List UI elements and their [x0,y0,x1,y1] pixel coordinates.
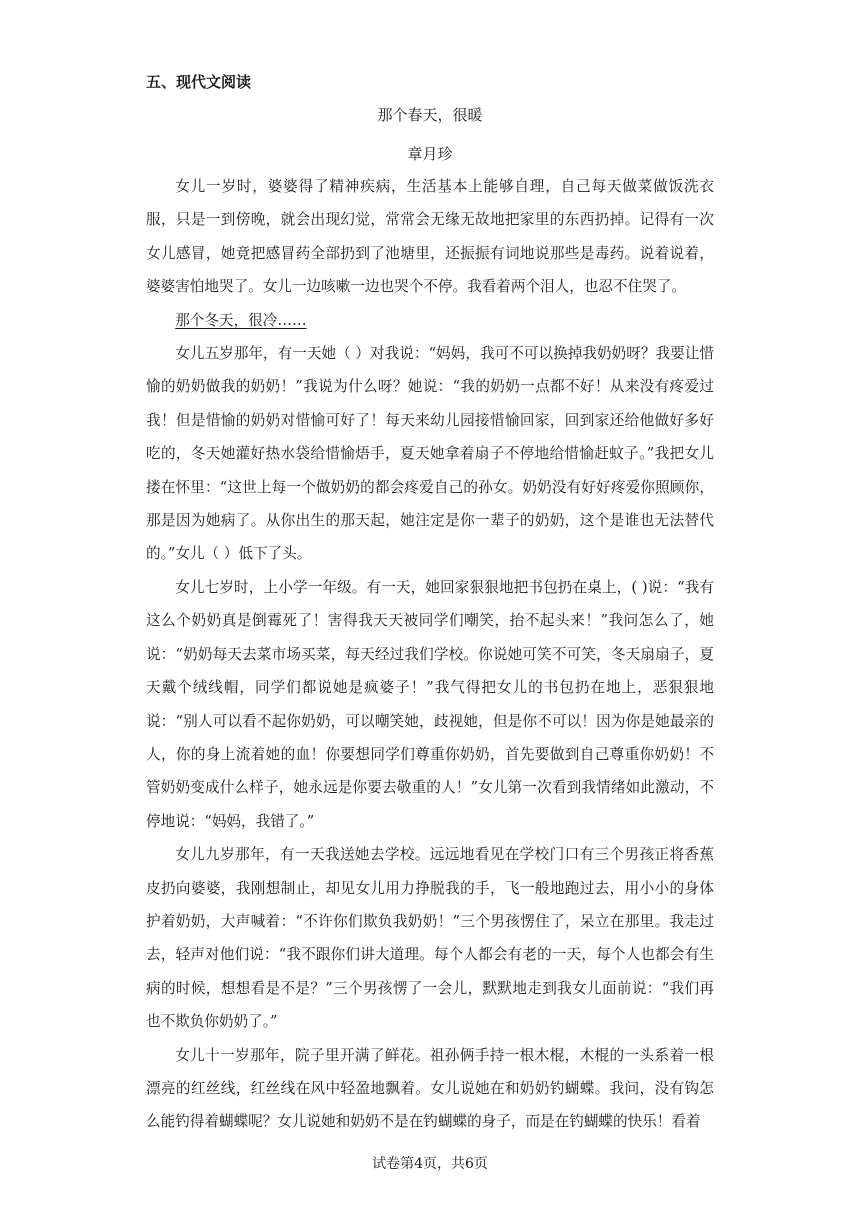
page-footer: 试卷第4页，共6页 [372,1156,488,1172]
article-title: 那个春天，很暖 [377,106,483,124]
paragraph: 女儿七岁时，上小学一年级。有一天，她回家狠狠地把书包扔在桌上，( )说：“我有这么个奶奶真是倒霉死了！害得我天天被同学们嘲笑，抬不起头来！”我问怎么了，她说：“奶奶每天去菜市场买菜，每天经过我们学校。你说她可笑不可笑，冬天扇扇子，夏天戴个绒线帽，同学们都说她是疯婆子！”我气得把女儿的书包扔在地上，恶狠狠地说：“别人可以看不起你奶奶，可以嘲笑她，歧视她，但是你不可以！因为你是她最亲的人，你的身上流着她的血！你要想同学们尊重你奶奶，首先要做到自己尊重你奶奶！不管奶奶变成什么样子，她永远是你要去敬重的人！”女儿第一次看到我情绪如此激动，不停地说：“妈妈，我错了。” [146,578,714,830]
paragraph-underlined [146,304,714,337]
paragraph: 女儿五岁那年，有一天她（ ）对我说：“妈妈，我可不可以换掉我奶奶呀？我要让惜愉的奶奶做我的奶奶！”我说为什么呀？她说：“我的奶奶一点都不好！从来没有疼爱过我！但是惜愉的奶奶对惜愉可好了！每天来幼儿园接惜愉回家，回到家还给他做好多好吃的，冬天她灌好热水袋给惜愉焐手，夏天她拿着扇子不停地给惜愉赶蚊子。”我把女儿搂在怀里：“这世上每一个做奶奶的都会疼爱自己的孙女。奶奶没有好好疼爱你照顾你，那是因为她病了。从你出生的那天起，她注定是你一辈子的奶奶，这个是谁也无法替代的。”女儿（ ）低下了头。 [146,345,714,563]
paragraph: 女儿一岁时，婆婆得了精神疾病，生活基本上能够自理，自己每天做菜做饭洗衣服，只是一到傍晚，就会出现幻觉，常常会无缘无故地把家里的东西扔掉。记得有一次女儿感冒，她竟把感冒药全部扔到了池塘里，还振振有词地说那些是毒药。说着说着，婆婆害怕地哭了。女儿一边咳嗽一边也哭个不停。我看着两个泪人，也忍不住哭了。 [146,178,714,296]
paragraph: 女儿九岁那年，有一天我送她去学校。远远地看见在学校门口有三个男孩正将香蕉皮扔向婆婆，我刚想制止，却见女儿用力挣脱我的手，飞一般地跑过去，用小小的身体护着奶奶，大声喊着：“不许你们欺负我奶奶！”三个男孩愣住了，呆立在那里。我走过去，轻声对他们说：“我不跟你们讲大道理。每个人都会有老的一天，每个人也都会有生病的时候，想想看是不是？”三个男孩愣了一会儿，默默地走到我女儿面前说：“我们再也不欺负你奶奶了。” [146,846,714,1031]
paragraph: 女儿十一岁那年，院子里开满了鲜花。祖孙俩手持一根木棍，木棍的一头系着一根漂亮的红丝线，红丝线在风中轻盈地飘着。女儿说她在和奶奶钓蝴蝶。我问，没有钩怎么能钓得着蝴蝶呢？女儿说她和奶奶不是在钓蝴蝶的身子，而是在钓蝴蝶的快乐！看着 [146,1046,714,1131]
article-body [146,170,714,1139]
section-heading: 五、现代文阅读 [146,73,252,91]
underlined-text: 那个冬天，很冷…… [175,311,307,329]
article-author: 章月珍 [407,145,453,163]
